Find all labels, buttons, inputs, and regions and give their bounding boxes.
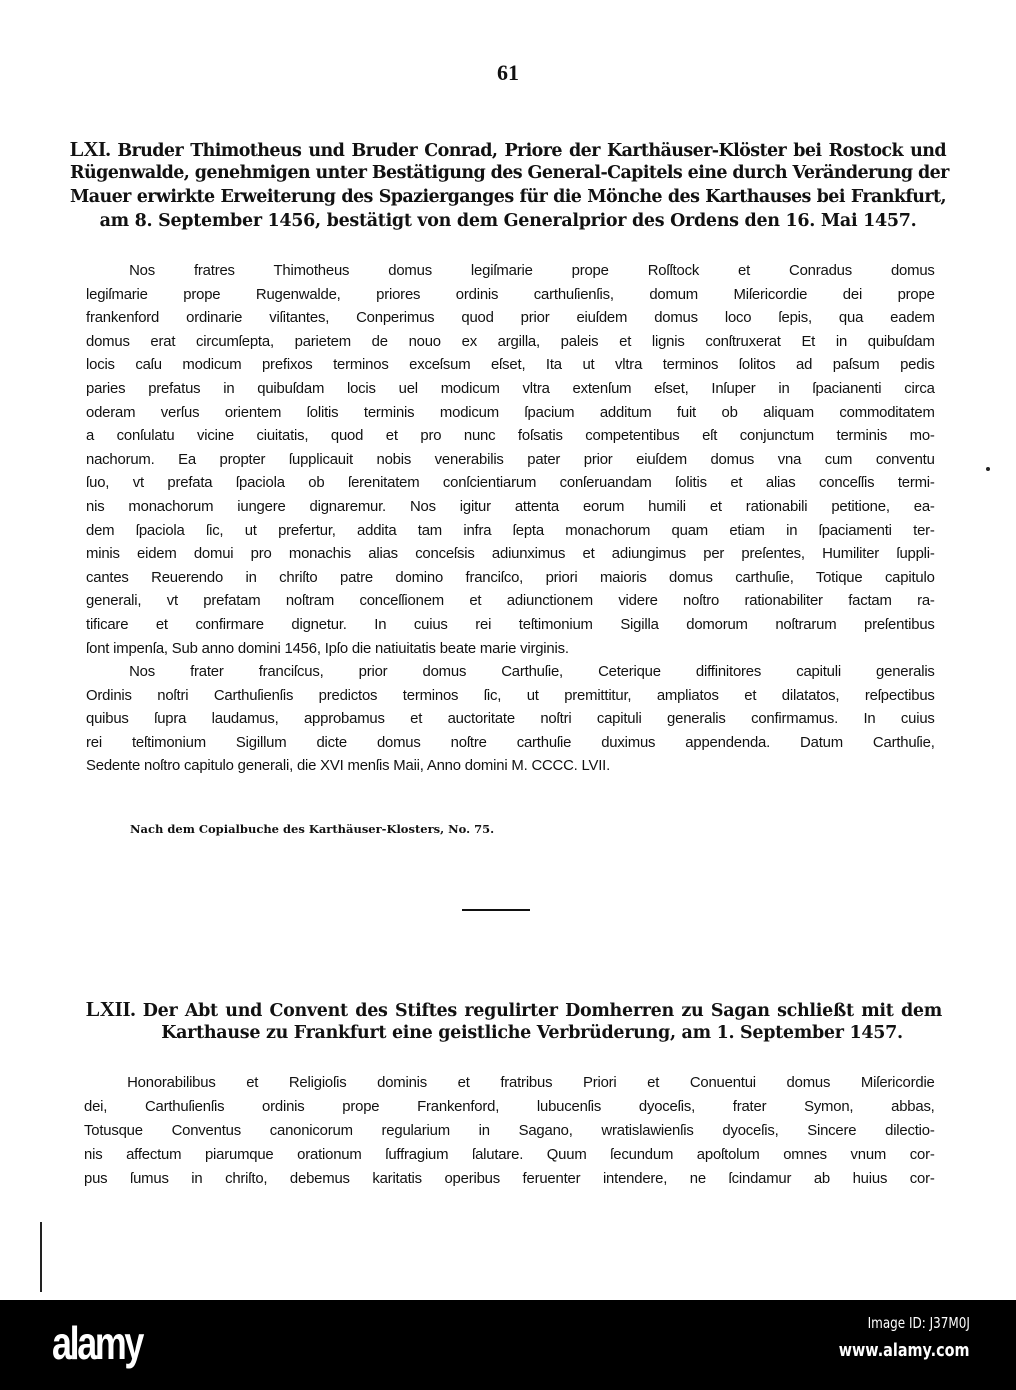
text-line: minis eidem domui pro monachis alias conceſsis adiunximus et adiungimus per preſentes, Humiliter ſuppli- — [86, 545, 935, 563]
text-line: Nos frater franciſcus, prior domus Carthuſie, Ceterique diffinitores capituli generalis — [129, 663, 935, 681]
source-footnote: Nach dem Copialbuche des Karthäuser-Klosters, No. 75. — [130, 822, 495, 836]
heading-line — [70, 209, 946, 233]
text-line: dei, Carthuſienſis ordinis prope Frankenford, lubucenſis dyoceſis, frater Symon, abbas, — [84, 1098, 935, 1115]
scan-speck — [986, 467, 990, 471]
section-lxi-body — [86, 259, 935, 778]
text-line: rei teſtimonium Sigillum dicte domus noſtre carthuſie duximus appendenda. Datum Carthuſie, — [86, 733, 935, 751]
text-line: nis monachorum iungere dignaremur. Nos igitur attenta eorum humili et rationabili petitione, ea- — [86, 497, 935, 515]
heading-line — [86, 997, 942, 1021]
text-line: domus erat circumſepta, parietem de nouo ex argilla, paleis et lignis conſtruxerat Et in quibuſdam — [86, 332, 935, 350]
watermark-url: www.alamy.com — [839, 1340, 970, 1361]
alamy-logo: alamy — [52, 1317, 143, 1369]
text-line: pus ſumus in chriſto, debemus karitatis operibus feruenter intendere, ne ſcindamur ab huius cor- — [84, 1170, 935, 1187]
text-line: nis affectum piarumque orationum ſuffragium ſalutare. Quum ſecundum apoſtolum omnes vnum cor- — [84, 1146, 935, 1163]
watermark-bar — [0, 1300, 1016, 1390]
text-line: generali, vt prefatam noſtram conceſſionem et adiunctionem videre noſtro rationabiliter factam ra- — [86, 592, 935, 610]
heading-text: Rügenwalde, genehmigen unter Bestätigung des General-Capitels eine durch Veränderung der — [70, 163, 949, 183]
text-line: Sedente noſtro capitulo generali, die XVI menſis Maii, Anno domini M. CCCC. LVII. — [86, 757, 611, 775]
text-line: legiſmarie prope Rugenwalde, priores ordinis carthuſienſis, domum Miſericordie dei prope — [86, 285, 935, 303]
text-line: frankenford ordinarie viſitantes, Conperimus quod prior eiuſdem domus loco ſepis, qua eadem — [86, 309, 935, 327]
section-lxi-heading — [70, 137, 949, 233]
text-line: ſont impenſa, Sub anno domini 1456, Ipſo die natiuitatis beate marie virginis. — [86, 639, 569, 657]
heading-line — [86, 1021, 942, 1045]
text-line: cantes Reuerendo in chriſto patre domino franciſco, priori maioris domus carthuſie, Totique capitulo — [86, 568, 935, 586]
text-line: tificare et confirmare dignetur. In cuius rei teſtimonium Sigilla domorum noſtrarum preſentibus — [86, 615, 935, 633]
heading-line — [70, 137, 946, 161]
heading-line — [70, 185, 946, 209]
text-line: a conſulatu vicine ciuitatis, quod et pro nunc foſsatis competentibus eſt conjunctum terminis mo- — [86, 427, 935, 445]
section-numeral: LXII. — [86, 997, 136, 1021]
section-lxii-heading — [86, 997, 942, 1045]
text-line: Honorabilibus et Religioſis dominis et fratribus Priori et Conuentui domus Miſericordie — [127, 1074, 935, 1091]
section-divider — [462, 909, 530, 911]
heading-line — [70, 161, 949, 185]
text-line: quibus ſupra laudamus, approbamus et auctoritate noſtri capituli generalis confirmamus. In cuius — [86, 710, 935, 728]
text-line: paries prefatus in quibuſdam locis uel modicum vltra extenſum eſset, Inſuper in ſpacianenti circa — [86, 379, 935, 397]
section-numeral: LXI. — [70, 137, 111, 161]
heading-text: Der Abt und Convent des Stiftes regulirter Domherren zu Sagan schließt mit dem — [142, 1001, 942, 1021]
text-line: Nos fratres Thimotheus domus legiſmarie prope Roſſtock et Conradus domus — [129, 262, 935, 279]
text-line: oderam verſus orientem ſolitis terminis modicum ſpacium additum fuit ob aliquam commoditatem — [86, 403, 935, 421]
text-line: nachorum. Ea propter ſupplicauit nobis venerabilis pater prior eiuſdem domus vna cum conventu — [86, 450, 935, 468]
image-id: Image ID: J37M0J — [867, 1314, 970, 1332]
scan-margin-line — [40, 1222, 42, 1292]
heading-text: am 8. September 1456, bestätigt von dem Generalprior des Ordens den 16. Mai 1457. — [99, 211, 917, 231]
heading-text: Mauer erwirkte Erweiterung des Spazierganges für die Mönche des Karthauses bei Frankfurt, — [70, 187, 946, 207]
page-number: 61 — [497, 60, 519, 85]
text-line: Ordinis noſtri Carthuſienſis predictos terminos ſic, ut premittitur, ampliatos et dilatatos, reſpectibus — [86, 686, 935, 704]
heading-text: Karthause zu Frankfurt eine geistliche Verbrüderung, am 1. September 1457. — [161, 1023, 903, 1043]
heading-text: Bruder Thimotheus und Bruder Conrad, Priore der Karthäuser-Klöster bei Rostock und — [117, 141, 946, 161]
section-lxii-body — [84, 1071, 935, 1191]
text-line: locis caſu modicum prefixos terminos exceſsum eſset, Ita ut vltra terminos ſolitos ad paſsum pedis — [86, 356, 935, 374]
text-line: dem ſpaciola ſic, ut prefertur, addita tam infra ſepta monachorum quam etiam in ſpaciamenti ter- — [86, 521, 935, 539]
text-line: Totusque Conventus canonicorum regularium in Sagano, wratislawienſis dyoceſis, Sincere dilectio- — [84, 1122, 935, 1139]
text-line: ſuo, vt prefata ſpaciola ob ſerenitatem conſcientiarum conſeruandam ſolitis et alias conceſſis termi- — [86, 474, 935, 492]
